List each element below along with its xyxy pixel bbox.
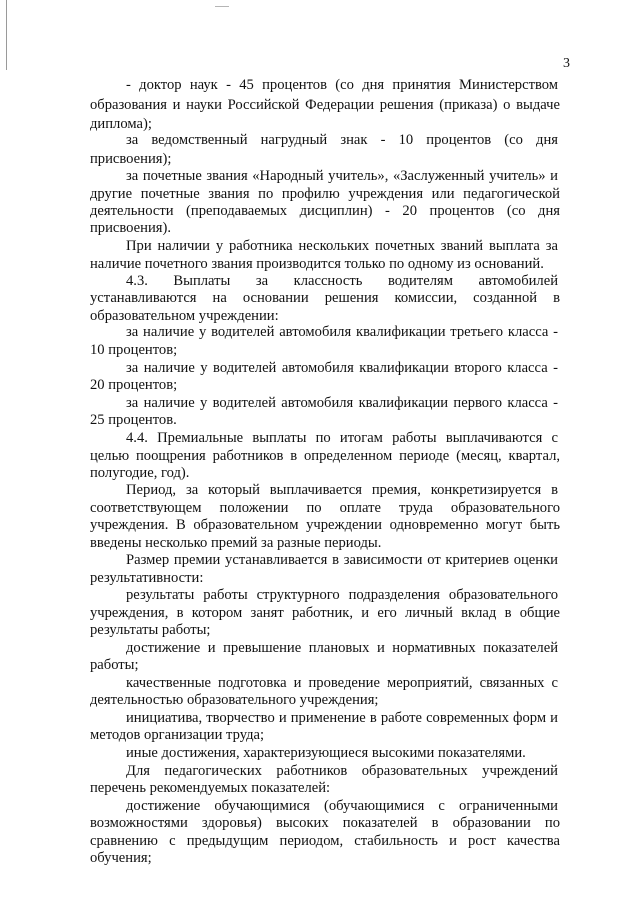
text-line: При наличии у работника нескольких почетных званий выплата за: [126, 238, 558, 254]
page-number: 3: [563, 56, 570, 71]
text-line: результативности:: [90, 570, 204, 586]
text-line: за наличие у водителей автомобиля квалификации первого класса -: [126, 395, 558, 411]
scan-edge-mark: [6, 0, 7, 70]
text-line: диплома);: [90, 116, 152, 132]
text-line: - доктор наук - 45 процентов (со дня принятия Министерством: [126, 77, 558, 93]
text-line: 25 процентов.: [90, 412, 177, 428]
text-line: инициатива, творчество и применение в работе современных форм и: [126, 710, 558, 726]
text-line: достижение обучающимися (обучающимися с ограниченными: [126, 798, 558, 814]
text-line: иные достижения, характеризующиеся высокими показателями.: [126, 745, 526, 761]
text-line: учреждения. В образовательном учреждении одновременно могут быть: [90, 517, 560, 533]
text-line: результаты работы структурного подразделения образовательного: [126, 587, 558, 603]
text-line: целью поощрения работников в определенном периоде (месяц, квартал,: [90, 448, 560, 464]
text-line: 20 процентов;: [90, 377, 178, 393]
text-line: обучения;: [90, 850, 152, 866]
text-line: другие почетные звания по профилю учреждения или педагогической: [90, 186, 560, 202]
text-line: работы;: [90, 657, 139, 673]
scan-speck: [215, 6, 229, 7]
text-line: образования и науки Российской Федерации решения (приказа) о выдаче: [90, 97, 560, 113]
text-line: образовательном учреждении:: [90, 308, 279, 324]
text-line: соответствующем положении по оплате труда образовательного: [90, 500, 560, 516]
text-line: за наличие у водителей автомобиля квалификации второго класса -: [126, 360, 558, 376]
text-line: деятельности (преподаваемых дисциплин) - 20 процентов (со дня: [90, 203, 560, 219]
text-line: устанавливаются на основании решения комиссии, созданной в: [90, 290, 560, 306]
text-line: полугодие, год).: [90, 465, 190, 481]
text-line: сравнению с предыдущим периодом, стабильность и рост качества: [90, 833, 560, 849]
text-line: введены несколько премий за разные периоды.: [90, 535, 382, 551]
text-line: результаты работы;: [90, 622, 211, 638]
text-line: Для педагогических работников образовательных учреждений: [126, 763, 558, 779]
text-line: перечень рекомендуемых показателей:: [90, 780, 331, 796]
text-line: методов организации труда;: [90, 727, 265, 743]
text-line: присвоения).: [90, 220, 171, 236]
text-line: Размер премии устанавливается в зависимости от критериев оценки: [126, 552, 558, 568]
text-line: возможностями здоровья) высоких показателей в образовании по: [90, 815, 560, 831]
text-line: за почетные звания «Народный учитель», «Заслуженный учитель» и: [126, 168, 558, 184]
text-line: 10 процентов;: [90, 342, 178, 358]
text-line: достижение и превышение плановых и нормативных показателей: [126, 640, 558, 656]
text-line: Период, за который выплачивается премия, конкретизируется в: [126, 482, 558, 498]
text-line: учреждения, в котором занят работник, и его личный вклад в общие: [90, 605, 560, 621]
text-line: за ведомственный нагрудный знак - 10 процентов (со дня: [126, 132, 558, 148]
text-line: присвоения);: [90, 151, 172, 167]
text-line: 4.3. Выплаты за классность водителям автомобилей: [126, 273, 558, 289]
text-line: деятельностью образовательного учреждения;: [90, 692, 379, 708]
text-line: качественные подготовка и проведение мероприятий, связанных с: [126, 675, 558, 691]
text-line: за наличие у водителей автомобиля квалификации третьего класса -: [126, 324, 558, 340]
text-line: наличие почетного звания производится только по одному из оснований.: [90, 256, 544, 272]
text-line: 4.4. Премиальные выплаты по итогам работы выплачиваются с: [126, 430, 558, 446]
